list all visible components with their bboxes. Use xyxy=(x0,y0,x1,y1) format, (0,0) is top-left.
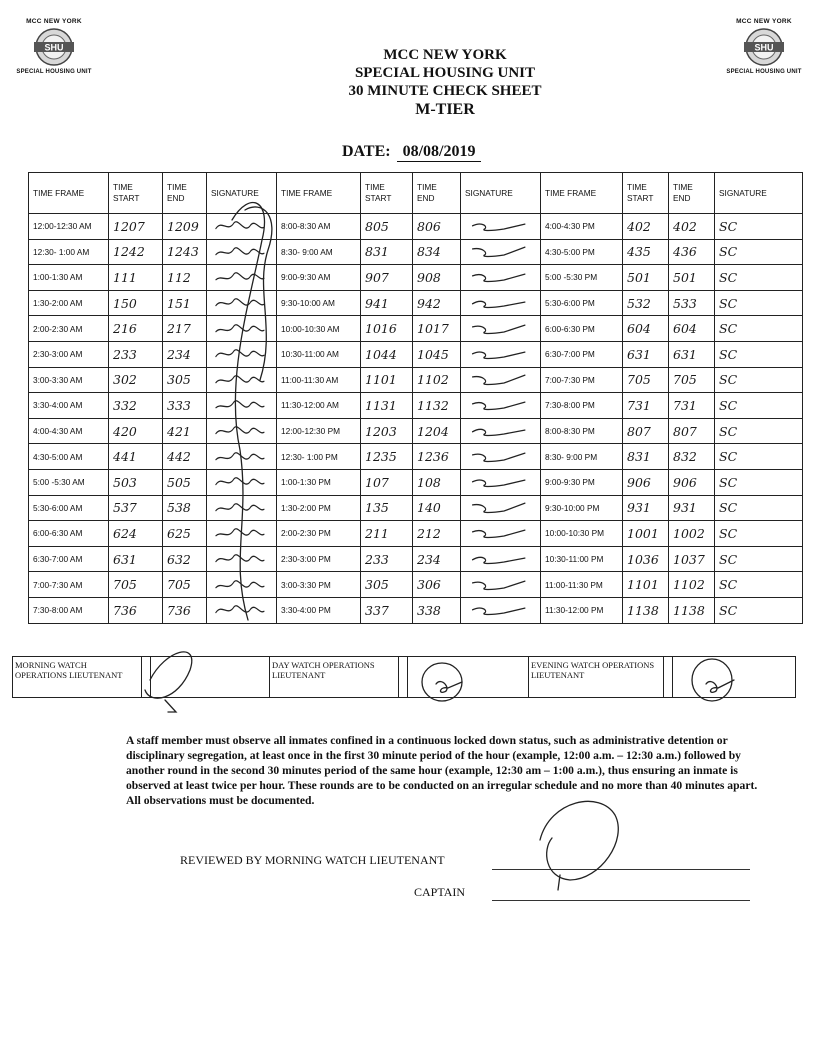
signature-cell[interactable] xyxy=(461,546,541,572)
signature-cell[interactable] xyxy=(207,341,277,367)
time-start-cell[interactable]: 831 xyxy=(361,239,413,265)
signature-scribble-icon xyxy=(465,601,536,619)
time-end-cell[interactable]: 1243 xyxy=(163,239,207,265)
time-frame-cell: 6:00-6:30 AM xyxy=(29,521,109,547)
signature-scribble-icon xyxy=(211,473,272,491)
table-row xyxy=(29,597,803,623)
column-header: TIME START xyxy=(623,173,669,214)
time-start-cell[interactable]: 402 xyxy=(623,214,669,240)
signature-cell[interactable] xyxy=(461,290,541,316)
signature-cell[interactable] xyxy=(207,290,277,316)
time-frame-cell: 5:00 -5:30 AM xyxy=(29,469,109,495)
time-frame-cell: 7:30-8:00 AM xyxy=(29,597,109,623)
time-start-cell[interactable]: 805 xyxy=(361,214,413,240)
signature-scribble-icon xyxy=(211,243,272,261)
signature-cell[interactable] xyxy=(207,214,277,240)
time-frame-cell: 8:30- 9:00 PM xyxy=(541,444,623,470)
time-frame-cell: 12:30- 1:00 PM xyxy=(277,444,361,470)
time-start-cell[interactable]: 1131 xyxy=(361,393,413,419)
time-frame-cell: 10:30-11:00 PM xyxy=(541,546,623,572)
signature-cell[interactable] xyxy=(207,546,277,572)
signature-cell[interactable] xyxy=(461,418,541,444)
time-end-cell[interactable]: 234 xyxy=(413,546,461,572)
column-header: TIME END xyxy=(163,173,207,214)
morning-lieutenant-scribble xyxy=(165,700,176,712)
signature-scribble-icon xyxy=(465,268,536,286)
signature-cell[interactable] xyxy=(207,495,277,521)
morning-lieutenant-label: MORNING WATCH OPERATIONS LIEUTENANT xyxy=(13,657,142,697)
time-start-cell[interactable]: 1016 xyxy=(361,316,413,342)
time-frame-cell: 5:00 -5:30 PM xyxy=(541,265,623,291)
signature-scribble-icon xyxy=(211,294,272,312)
time-end-cell[interactable]: 151 xyxy=(163,290,207,316)
time-frame-cell: 1:30-2:00 PM xyxy=(277,495,361,521)
time-start-cell[interactable]: 705 xyxy=(109,572,163,598)
time-end-cell[interactable]: 533 xyxy=(669,290,715,316)
signature-cell[interactable]: SC xyxy=(715,418,803,444)
time-start-cell[interactable]: 305 xyxy=(361,572,413,598)
time-start-cell[interactable]: 111 xyxy=(109,265,163,291)
time-start-cell[interactable]: 441 xyxy=(109,444,163,470)
logo-top-text: MCC NEW YORK xyxy=(736,18,792,25)
logo-top-text: MCC NEW YORK xyxy=(26,18,82,25)
signature-cell[interactable] xyxy=(207,597,277,623)
time-start-cell[interactable]: 906 xyxy=(623,469,669,495)
header-line-4: M-TIER xyxy=(415,101,475,118)
reviewed-signature-line[interactable] xyxy=(492,869,750,870)
time-end-cell[interactable]: 1204 xyxy=(413,418,461,444)
time-end-cell[interactable]: 1045 xyxy=(413,341,461,367)
time-start-cell[interactable]: 332 xyxy=(109,393,163,419)
time-start-cell[interactable]: 501 xyxy=(623,265,669,291)
time-end-cell[interactable]: 625 xyxy=(163,521,207,547)
time-start-cell[interactable]: 1101 xyxy=(361,367,413,393)
column-header: SIGNATURE xyxy=(715,173,803,214)
date-label: DATE: xyxy=(342,143,391,160)
time-frame-cell: 9:30-10:00 PM xyxy=(541,495,623,521)
time-start-cell[interactable]: 831 xyxy=(623,444,669,470)
signature-cell[interactable] xyxy=(461,341,541,367)
time-start-cell[interactable]: 907 xyxy=(361,265,413,291)
column-header: TIME START xyxy=(361,173,413,214)
time-frame-cell: 7:30-8:00 PM xyxy=(541,393,623,419)
time-start-cell[interactable]: 233 xyxy=(361,546,413,572)
time-end-cell[interactable]: 212 xyxy=(413,521,461,547)
signature-cell[interactable]: SC xyxy=(715,495,803,521)
column-header: TIME END xyxy=(669,173,715,214)
time-frame-cell: 5:30-6:00 AM xyxy=(29,495,109,521)
time-frame-cell: 12:30- 1:00 AM xyxy=(29,239,109,265)
time-frame-cell: 9:00-9:30 PM xyxy=(541,469,623,495)
column-header: TIME FRAME xyxy=(29,173,109,214)
time-frame-cell: 2:00-2:30 PM xyxy=(277,521,361,547)
signature-scribble-icon xyxy=(465,524,536,542)
time-end-cell[interactable]: 705 xyxy=(669,367,715,393)
signature-cell[interactable] xyxy=(461,393,541,419)
signature-cell[interactable]: SC xyxy=(715,546,803,572)
time-start-cell[interactable]: 211 xyxy=(361,521,413,547)
time-frame-cell: 6:30-7:00 PM xyxy=(541,341,623,367)
time-start-cell[interactable]: 731 xyxy=(623,393,669,419)
date-value: 08/08/2019 xyxy=(397,143,482,162)
time-frame-cell: 2:30-3:00 AM xyxy=(29,341,109,367)
table-header-row xyxy=(29,173,803,214)
signature-cell[interactable]: SC xyxy=(715,597,803,623)
signature-scribble-icon xyxy=(465,243,536,261)
time-end-cell[interactable]: 442 xyxy=(163,444,207,470)
time-frame-cell: 3:00-3:30 AM xyxy=(29,367,109,393)
time-start-cell[interactable]: 1036 xyxy=(623,546,669,572)
signature-scribble-icon xyxy=(211,396,272,414)
time-start-cell[interactable]: 1203 xyxy=(361,418,413,444)
signature-scribble-icon xyxy=(211,576,272,594)
signature-scribble-icon xyxy=(211,601,272,619)
signature-cell[interactable] xyxy=(461,495,541,521)
svg-text:SHU: SHU xyxy=(754,42,774,53)
table-row xyxy=(29,495,803,521)
time-frame-cell: 8:00-8:30 PM xyxy=(541,418,623,444)
time-end-cell[interactable]: 1209 xyxy=(163,214,207,240)
time-frame-cell: 10:00-10:30 AM xyxy=(277,316,361,342)
time-end-cell[interactable]: 931 xyxy=(669,495,715,521)
signature-cell[interactable] xyxy=(207,316,277,342)
signature-cell[interactable] xyxy=(207,265,277,291)
time-end-cell[interactable]: 402 xyxy=(669,214,715,240)
time-end-cell[interactable]: 604 xyxy=(669,316,715,342)
header-line-3: 30 MINUTE CHECK SHEET xyxy=(348,83,542,99)
signature-scribble-icon xyxy=(211,217,272,235)
time-frame-cell: 1:00-1:30 PM xyxy=(277,469,361,495)
time-frame-cell: 11:30-12:00 AM xyxy=(277,393,361,419)
table-row xyxy=(29,546,803,572)
signature-scribble-icon xyxy=(465,345,536,363)
signature-cell[interactable] xyxy=(461,239,541,265)
time-start-cell[interactable]: 624 xyxy=(109,521,163,547)
time-frame-cell: 5:30-6:00 PM xyxy=(541,290,623,316)
signature-cell[interactable] xyxy=(207,367,277,393)
time-start-cell[interactable]: 736 xyxy=(109,597,163,623)
time-start-cell[interactable]: 604 xyxy=(623,316,669,342)
captain-signature-line[interactable] xyxy=(492,900,750,901)
column-header: SIGNATURE xyxy=(207,173,277,214)
time-end-cell[interactable]: 908 xyxy=(413,265,461,291)
time-end-cell[interactable]: 1138 xyxy=(669,597,715,623)
signature-cell[interactable] xyxy=(461,214,541,240)
time-frame-cell: 12:00-12:30 AM xyxy=(29,214,109,240)
time-start-cell[interactable]: 150 xyxy=(109,290,163,316)
signature-cell[interactable] xyxy=(207,239,277,265)
time-end-cell[interactable]: 436 xyxy=(669,239,715,265)
signature-scribble-icon xyxy=(465,576,536,594)
time-end-cell[interactable]: 112 xyxy=(163,265,207,291)
time-start-cell[interactable]: 1242 xyxy=(109,239,163,265)
time-end-cell[interactable]: 1037 xyxy=(669,546,715,572)
column-header: TIME END xyxy=(413,173,461,214)
time-start-cell[interactable]: 135 xyxy=(361,495,413,521)
signature-scribble-icon xyxy=(465,371,536,389)
logo-bottom-text: SPECIAL HOUSING UNIT xyxy=(726,69,802,75)
reviewer-signature-scribble xyxy=(558,875,560,890)
column-header: TIME FRAME xyxy=(541,173,623,214)
table-row xyxy=(29,214,803,240)
time-end-cell[interactable]: 140 xyxy=(413,495,461,521)
time-frame-cell: 11:00-11:30 AM xyxy=(277,367,361,393)
time-frame-cell: 3:30-4:00 AM xyxy=(29,393,109,419)
check-sheet-table xyxy=(28,172,803,624)
time-start-cell[interactable]: 107 xyxy=(361,469,413,495)
time-frame-cell: 1:00-1:30 AM xyxy=(29,265,109,291)
time-frame-cell: 4:30-5:00 PM xyxy=(541,239,623,265)
time-frame-cell: 2:30-3:00 PM xyxy=(277,546,361,572)
signature-cell[interactable] xyxy=(461,265,541,291)
time-frame-cell: 7:00-7:30 AM xyxy=(29,572,109,598)
cell-divider xyxy=(664,657,673,697)
signature-cell[interactable]: SC xyxy=(715,469,803,495)
time-frame-cell: 6:00-6:30 PM xyxy=(541,316,623,342)
time-start-cell[interactable]: 931 xyxy=(623,495,669,521)
time-end-cell[interactable]: 806 xyxy=(413,214,461,240)
time-frame-cell: 10:00-10:30 PM xyxy=(541,521,623,547)
table-row xyxy=(29,290,803,316)
signature-scribble-icon xyxy=(465,550,536,568)
time-start-cell[interactable]: 1044 xyxy=(361,341,413,367)
time-end-cell[interactable]: 832 xyxy=(669,444,715,470)
column-header: TIME FRAME xyxy=(277,173,361,214)
header-line-2: SPECIAL HOUSING UNIT xyxy=(354,65,536,81)
captain-label: CAPTAIN xyxy=(414,885,466,899)
signature-cell[interactable]: SC xyxy=(715,367,803,393)
time-end-cell[interactable]: 1017 xyxy=(413,316,461,342)
document-header xyxy=(0,46,816,120)
table-row xyxy=(29,521,803,547)
time-frame-cell: 10:30-11:00 AM xyxy=(277,341,361,367)
evening-lieutenant-signature[interactable] xyxy=(673,657,795,697)
time-start-cell[interactable]: 1001 xyxy=(623,521,669,547)
table-row xyxy=(29,239,803,265)
signature-scribble-icon xyxy=(465,448,536,466)
signature-cell[interactable] xyxy=(461,521,541,547)
signature-scribble-icon xyxy=(465,217,536,235)
time-start-cell[interactable]: 420 xyxy=(109,418,163,444)
signature-cell[interactable] xyxy=(207,572,277,598)
time-end-cell[interactable]: 306 xyxy=(413,572,461,598)
time-end-cell[interactable]: 906 xyxy=(669,469,715,495)
table-row xyxy=(29,444,803,470)
time-end-cell[interactable]: 1002 xyxy=(669,521,715,547)
time-start-cell[interactable]: 631 xyxy=(623,341,669,367)
time-end-cell[interactable]: 538 xyxy=(163,495,207,521)
cell-divider xyxy=(399,657,408,697)
time-frame-cell: 9:30-10:00 AM xyxy=(277,290,361,316)
signature-scribble-icon xyxy=(211,345,272,363)
time-frame-cell: 4:30-5:00 AM xyxy=(29,444,109,470)
signature-cell[interactable]: SC xyxy=(715,214,803,240)
signature-cell[interactable] xyxy=(207,418,277,444)
time-end-cell[interactable]: 631 xyxy=(669,341,715,367)
time-end-cell[interactable]: 501 xyxy=(669,265,715,291)
svg-text:SHU: SHU xyxy=(44,42,64,53)
signature-scribble-icon xyxy=(211,268,272,286)
signature-cell[interactable]: SC xyxy=(715,444,803,470)
signature-scribble-icon xyxy=(465,320,536,338)
time-start-cell[interactable]: 807 xyxy=(623,418,669,444)
signature-cell[interactable] xyxy=(207,393,277,419)
signature-scribble-icon xyxy=(465,294,536,312)
time-start-cell[interactable]: 1101 xyxy=(623,572,669,598)
morning-lieutenant-signature[interactable] xyxy=(151,657,270,697)
column-header: SIGNATURE xyxy=(461,173,541,214)
table-row xyxy=(29,393,803,419)
time-start-cell[interactable]: 233 xyxy=(109,341,163,367)
signature-cell[interactable] xyxy=(461,469,541,495)
time-start-cell[interactable]: 337 xyxy=(361,597,413,623)
time-frame-cell: 4:00-4:30 AM xyxy=(29,418,109,444)
time-start-cell[interactable]: 631 xyxy=(109,546,163,572)
time-frame-cell: 8:30- 9:00 AM xyxy=(277,239,361,265)
time-start-cell[interactable]: 705 xyxy=(623,367,669,393)
time-frame-cell: 3:00-3:30 PM xyxy=(277,572,361,598)
time-end-cell[interactable]: 305 xyxy=(163,367,207,393)
time-start-cell[interactable]: 1235 xyxy=(361,444,413,470)
time-start-cell[interactable]: 302 xyxy=(109,367,163,393)
time-frame-cell: 4:00-4:30 PM xyxy=(541,214,623,240)
time-start-cell[interactable]: 216 xyxy=(109,316,163,342)
table-row xyxy=(29,469,803,495)
header-line-1: MCC NEW YORK xyxy=(383,47,507,63)
time-end-cell[interactable]: 807 xyxy=(669,418,715,444)
signature-scribble-icon xyxy=(465,422,536,440)
time-end-cell[interactable]: 942 xyxy=(413,290,461,316)
signature-cell[interactable] xyxy=(207,444,277,470)
time-end-cell[interactable]: 632 xyxy=(163,546,207,572)
time-frame-cell: 1:30-2:00 AM xyxy=(29,290,109,316)
signature-cell[interactable] xyxy=(461,367,541,393)
time-end-cell[interactable]: 1102 xyxy=(669,572,715,598)
signature-cell[interactable] xyxy=(207,469,277,495)
time-end-cell[interactable]: 1102 xyxy=(413,367,461,393)
time-frame-cell: 12:00-12:30 PM xyxy=(277,418,361,444)
time-frame-cell: 9:00-9:30 AM xyxy=(277,265,361,291)
time-frame-cell: 6:30-7:00 AM xyxy=(29,546,109,572)
table-row xyxy=(29,316,803,342)
signature-cell[interactable] xyxy=(461,597,541,623)
time-end-cell[interactable]: 421 xyxy=(163,418,207,444)
table-row xyxy=(29,265,803,291)
time-end-cell[interactable]: 217 xyxy=(163,316,207,342)
time-start-cell[interactable]: 503 xyxy=(109,469,163,495)
signature-cell[interactable]: SC xyxy=(715,393,803,419)
signature-scribble-icon xyxy=(465,473,536,491)
table-row xyxy=(29,341,803,367)
signature-scribble-icon xyxy=(465,396,536,414)
table-row xyxy=(29,367,803,393)
signature-cell[interactable]: SC xyxy=(715,316,803,342)
time-end-cell[interactable]: 234 xyxy=(163,341,207,367)
signature-scribble-icon xyxy=(211,524,272,542)
time-end-cell[interactable]: 338 xyxy=(413,597,461,623)
time-start-cell[interactable]: 1207 xyxy=(109,214,163,240)
signature-cell[interactable]: SC xyxy=(715,265,803,291)
lieutenant-signature-row xyxy=(12,656,796,698)
signature-scribble-icon xyxy=(211,448,272,466)
instructions-paragraph: A staff member must observe all inmates confined in a continuous locked down status, such as administrative detention or disciplinary segregation, at least once in the first 30 minute period of the hour (example, 12:00 a.m. – 12:30 a.m.) followed by another round in the second 30 minutes period of the same hour (example, 12:30 am – 1:00 a.m.), thus ensuring an inmate is observed at least twice per hour. These rounds are to be conducted on an irregular schedule and no more than 40 minutes apart. All observations must be documented. xyxy=(126,734,758,807)
time-frame-cell: 7:00-7:30 PM xyxy=(541,367,623,393)
time-start-cell[interactable]: 537 xyxy=(109,495,163,521)
column-header: TIME START xyxy=(109,173,163,214)
day-lieutenant-signature[interactable] xyxy=(408,657,529,697)
time-frame-cell: 3:30-4:00 PM xyxy=(277,597,361,623)
signature-scribble-icon xyxy=(211,499,272,517)
time-start-cell[interactable]: 435 xyxy=(623,239,669,265)
signature-cell[interactable]: SC xyxy=(715,572,803,598)
signature-cell[interactable]: SC xyxy=(715,521,803,547)
time-end-cell[interactable]: 108 xyxy=(413,469,461,495)
time-end-cell[interactable]: 834 xyxy=(413,239,461,265)
table-row xyxy=(29,418,803,444)
signature-scribble-icon xyxy=(465,499,536,517)
time-start-cell[interactable]: 941 xyxy=(361,290,413,316)
signature-cell[interactable] xyxy=(461,444,541,470)
table-row xyxy=(29,572,803,598)
day-lieutenant-label: DAY WATCH OPERATIONS LIEUTENANT xyxy=(270,657,399,697)
time-start-cell[interactable]: 1138 xyxy=(623,597,669,623)
time-end-cell[interactable]: 731 xyxy=(669,393,715,419)
time-frame-cell: 11:30-12:00 PM xyxy=(541,597,623,623)
reviewed-by-label: REVIEWED BY MORNING WATCH LIEUTENANT xyxy=(180,853,445,867)
time-start-cell[interactable]: 532 xyxy=(623,290,669,316)
signature-scribble-icon xyxy=(211,320,272,338)
signature-cell[interactable] xyxy=(461,316,541,342)
logo-bottom-text: SPECIAL HOUSING UNIT xyxy=(16,69,92,75)
cell-divider xyxy=(142,657,151,697)
signature-scribble-icon xyxy=(211,550,272,568)
time-frame-cell: 8:00-8:30 AM xyxy=(277,214,361,240)
signature-cell[interactable]: SC xyxy=(715,341,803,367)
evening-lieutenant-label: EVENING WATCH OPERATIONS LIEUTENANT xyxy=(529,657,664,697)
time-frame-cell: 2:00-2:30 AM xyxy=(29,316,109,342)
time-end-cell[interactable]: 1132 xyxy=(413,393,461,419)
signature-cell[interactable]: SC xyxy=(715,239,803,265)
time-frame-cell: 11:00-11:30 PM xyxy=(541,572,623,598)
time-end-cell[interactable]: 705 xyxy=(163,572,207,598)
signature-cell[interactable]: SC xyxy=(715,290,803,316)
signature-cell[interactable] xyxy=(461,572,541,598)
time-end-cell[interactable]: 333 xyxy=(163,393,207,419)
signature-cell[interactable] xyxy=(207,521,277,547)
time-end-cell[interactable]: 1236 xyxy=(413,444,461,470)
time-end-cell[interactable]: 505 xyxy=(163,469,207,495)
date-line xyxy=(342,143,481,162)
signature-scribble-icon xyxy=(211,371,272,389)
signature-scribble-icon xyxy=(211,422,272,440)
time-end-cell[interactable]: 736 xyxy=(163,597,207,623)
